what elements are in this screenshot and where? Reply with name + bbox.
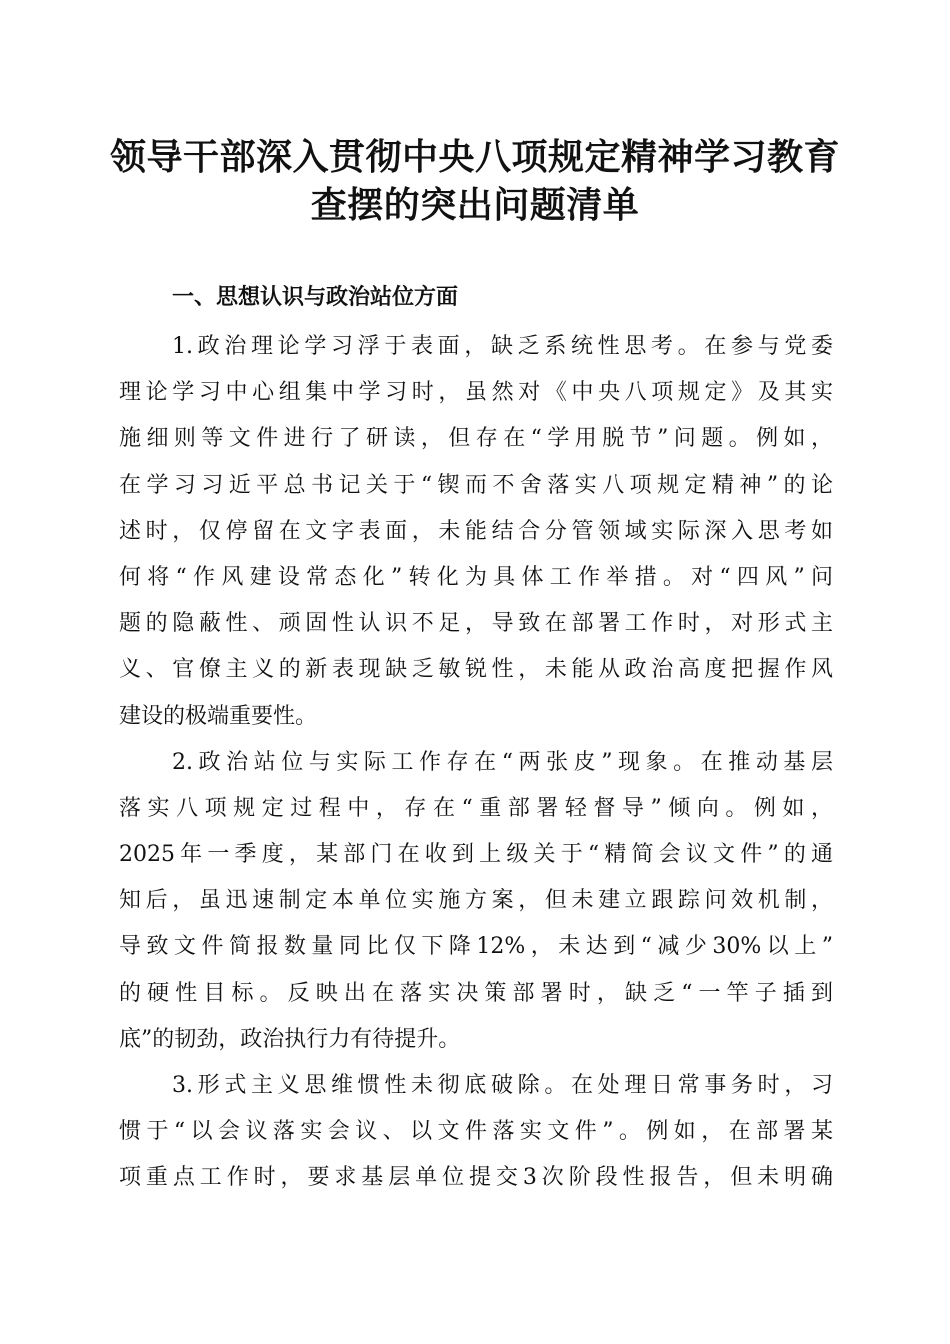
document-title xyxy=(100,133,850,229)
paragraph-line: 2025年一季度，某部门在收到上级关于“精简会议文件”的通 xyxy=(119,842,833,868)
paragraph-line: 在学习习近平总书记关于“锲而不舍落实八项规定精神”的论 xyxy=(119,472,833,498)
paragraph-2 xyxy=(119,740,833,1063)
paragraph-line: 义、官僚主义的新表现缺乏敏锐性，未能从政治高度把握作风 xyxy=(119,657,833,683)
paragraph-line: 2.政治站位与实际工作存在“两张皮”现象。在推动基层 xyxy=(172,749,833,775)
paragraph-line: 理论学习中心组集中学习时，虽然对《中央八项规定》及其实 xyxy=(119,380,833,406)
title-line-2: 查摆的突出问题清单 xyxy=(310,184,640,226)
paragraph-3 xyxy=(119,1063,833,1202)
title-line-1: 领导干部深入贯彻中央八项规定精神学习教育 xyxy=(109,136,840,178)
paragraph-line: 导致文件简报数量同比仅下降12%，未达到“减少30%以上” xyxy=(119,934,833,960)
paragraph-line: 1.政治理论学习浮于表面，缺乏系统性思考。在参与党委 xyxy=(172,334,833,359)
paragraph-line: 项重点工作时，要求基层单位提交3次阶段性报告，但未明确 xyxy=(119,1165,833,1191)
paragraph-1 xyxy=(119,324,833,740)
paragraph-line: 的硬性目标。反映出在落实决策部署时，缺乏“一竿子插到 xyxy=(119,980,833,1006)
paragraph-line: 落实八项规定过程中，存在“重部署轻督导”倾向。例如， xyxy=(119,795,833,821)
paragraph-line: 建设的极端重要性。 xyxy=(119,703,318,729)
paragraph-line: 施细则等文件进行了研读，但存在“学用脱节”问题。例如， xyxy=(119,426,833,452)
paragraph-line: 题的隐蔽性、顽固性认识不足，导致在部署工作时，对形式主 xyxy=(119,611,833,637)
paragraph-line: 知后，虽迅速制定本单位实施方案，但未建立跟踪问效机制， xyxy=(119,888,833,914)
section-heading: 一、思想认识与政治站位方面 xyxy=(172,285,459,310)
paragraph-line: 述时，仅停留在文字表面，未能结合分管领域实际深入思考如 xyxy=(119,518,833,544)
paragraph-line: 底”的韧劲，政治执行力有待提升。 xyxy=(119,1026,461,1052)
paragraph-line: 惯于“以会议落实会议、以文件落实文件”。例如，在部署某 xyxy=(119,1119,833,1145)
paragraph-line: 3.形式主义思维惯性未彻底破除。在处理日常事务时，习 xyxy=(172,1073,833,1098)
document-body xyxy=(119,324,833,1202)
paragraph-line: 何将“作风建设常态化”转化为具体工作举措。对“四风”问 xyxy=(119,564,833,590)
